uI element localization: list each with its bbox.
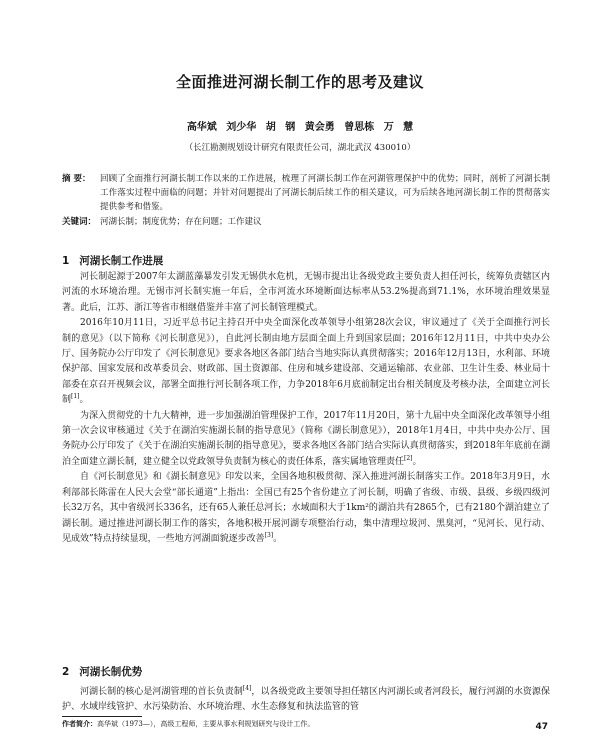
abstract	[62, 172, 550, 214]
section-1-body	[62, 270, 550, 547]
section-1-title: 河湖长制工作进展	[79, 255, 164, 267]
page-number: 47	[535, 722, 548, 732]
keywords-label: 关键词：	[62, 217, 97, 227]
section-2-body	[62, 685, 550, 716]
section-1-paragraph-4: 自《河长制意见》和《湖长制意见》印发以来，全国各地积极贯彻、深入推进河湖长制落实工作。2018年3月9日，水利部部长陈雷在人民大会堂“部长通道”上指出：全国已有25个省份建立了河长制，明确了省级、市级、县级、乡级四级河长32万名，其中省级河长336名，还有65人兼任总河长；水域面积大于1km²的湖泊共有2865个，已有2180个湖泊建立了湖长制。通过推进河湖长制工作的落实，各地积极开展河湖专项整治行动，集中清理垃圾河、黑臭河，“见河长、见行动、见成效”特点持续显现，一些地方河湖面貌逐步改善[3]。	[62, 472, 550, 544]
author-footnote	[62, 719, 314, 729]
abstract-label: 摘 要：	[62, 174, 91, 184]
keywords-text: 河湖长制；制度优势；存在问题；工作建议	[100, 217, 262, 227]
citation-1: [1]	[71, 393, 80, 401]
abstract-text: 回顾了全面推行河湖长制工作以来的工作进展，梳理了河湖长制工作在河湖管理保护中的优势；同时，剖析了河湖长制工作落实过程中面临的问题；并针对问题提出了河湖长制后续工作的相关建议，可为后续各地河湖长制工作的贯彻落实提供参考和借鉴。	[100, 174, 550, 212]
citation-4: [4]	[242, 685, 252, 692]
section-1-number: 1	[62, 255, 70, 267]
section-1-paragraph-1: 河长制起源于2007年太湖蓝藻暴发引发无锡供水危机，无锡市提出让各级党政主要负责人担任河长，统筹负责辖区内河流的水环境治理。无锡市河长制实施一年后，全市河流水环境断面达标率从53.2%提高到71.1%，水环境治理效果显著。此后，江苏、浙江等省市相继借鉴并丰富了河长制管理模式。	[62, 272, 550, 313]
author-list: 高华斌 刘少华 胡 钢 黄会勇 曾思栋 万 慧	[186, 122, 414, 133]
footnote-divider	[62, 716, 142, 717]
paper-title: 全面推进河湖长制工作的思考及建议	[175, 73, 424, 91]
keywords	[62, 215, 550, 229]
section-2-heading	[62, 664, 142, 679]
section-2-number: 2	[62, 666, 70, 678]
footnote-text: 高华斌（1973—），高级工程师，主要从事水利规划研究与设计工作。	[97, 720, 315, 728]
section-2-paragraph-1: 河湖长制的核心是河湖管理的首长负责制[4]，以各级党政主要领导担任辖区内河湖长或者河段长，履行河湖的水资源保护、水域岸线管护、水污染防治、水环境治理、水生态修复和执法监管的管	[62, 685, 550, 713]
footnote-label: 作者简介：	[62, 720, 97, 728]
section-2-title: 河湖长制优势	[79, 666, 143, 678]
citation-2: [2]	[404, 454, 413, 462]
section-1-paragraph-2: 2016年10月11日，习近平总书记主持召开中央全面深化改革领导小组第28次会议，审议通过了《关于全面推行河长制的意见》（以下简称《河长制意见》），自此河长制由地方层面全面上升到国家层面；2016年12月11日，中共中央办公厅、国务院办公厅印发了《河长制意见》要求各地区各部门结合当地实际认真贯彻落实；2016年12月13日，水利部、环境保护部、国家发展和改革委员会、财政部、国土资源部、住房和城乡建设部、交通运输部、农业部、卫生计生委、林业局十部委在京召开视频会议，部署全面推行河长制各项工作，力争2018年6月底前制定出台相关制度及考核办法，全面建立河长制[1]。	[62, 318, 550, 406]
section-1-paragraph-3: 为深入贯彻党的十九大精神，进一步加强湖泊管理保护工作，2017年11月20日，第十九届中央全面深化改革领导小组第一次会议审核通过《关于在湖泊实施湖长制的指导意见》（简称《湖长制意见》），2018年1月4日，中共中央办公厅、国务院办公厅印发了《关于在湖泊实施湖长制的指导意见》，要求各地区各部门结合实际认真贯彻落实，到2018年年底前在湖泊全面建立湖长制，建立健全以党政领导负责制为核心的责任体系，落实属地管理责任[2]。	[62, 410, 550, 467]
author-affiliation: （长江勘测规划设计研究有限责任公司，湖北武汉 430010）	[184, 143, 416, 153]
citation-3: [3]	[264, 531, 274, 539]
section-1-heading	[62, 253, 163, 268]
